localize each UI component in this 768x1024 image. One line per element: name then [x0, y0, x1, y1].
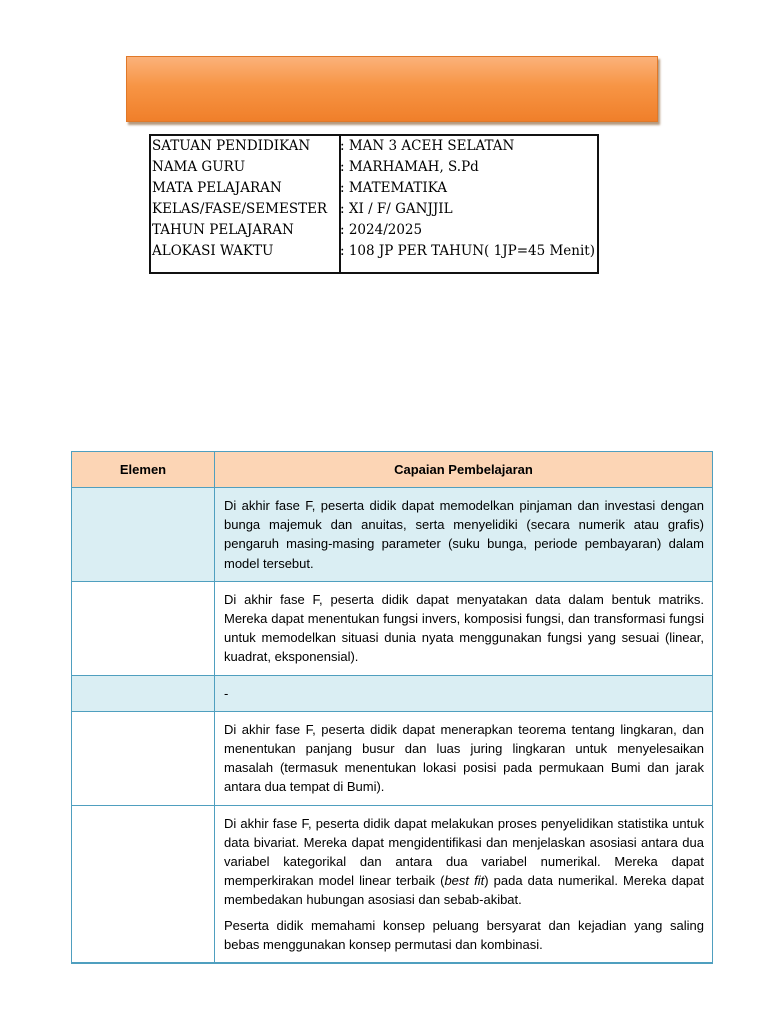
- elemen-cell: [72, 675, 215, 711]
- identity-label: TAHUN PELAJARAN: [152, 222, 294, 238]
- capaian-text: [224, 814, 704, 910]
- identity-label: NAMA GURU: [152, 159, 246, 175]
- table-row: [72, 711, 713, 805]
- table-row: [72, 488, 713, 582]
- capaian-text: Di akhir fase F, peserta didik dapat menyatakan data dalam bentuk matriks. Mereka dapat menentukan fungsi invers, komposisi fungsi, dan transformasi fungsi untuk memodelkan situasi dunia nyata menggunakan fungsi yang sesuai (linear, kuadrat, eksponensial).: [224, 591, 704, 665]
- capaian-table: [71, 451, 713, 964]
- capaian-cell: [215, 675, 713, 711]
- capaian-cell: [215, 488, 713, 582]
- capaian-text-part: ) pada data numerikal. Mereka dapat membedakan hubungan asosiasi dan sebab-akibat.: [224, 873, 704, 908]
- capaian-text-part: Di akhir fase F, peserta didik dapat melakukan proses penyelidikan statistika untuk data bivariat. Mereka dapat mengidentifikasi dan menjelaskan asosiasi antara dua variabel kategorikal dan antara dua variabel numerikal. Mereka dapat memperkirakan model linear terbaik (: [224, 815, 704, 889]
- identity-label: ALOKASI WAKTU: [152, 243, 274, 259]
- identity-label: KELAS/FASE/SEMESTER: [152, 201, 328, 217]
- identity-label: SATUAN PENDIDIKAN: [152, 138, 311, 154]
- header-banner: [126, 56, 658, 122]
- identity-value: : XI / F/ GANJJIL: [340, 201, 453, 217]
- capaian-text: Peserta didik memahami konsep peluang bersyarat dan kejadian yang saling bebas menggunakan konsep permutasi dan kombinasi.: [224, 917, 704, 952]
- table-row: [72, 581, 713, 675]
- elemen-cell: [72, 711, 215, 805]
- identity-value: : MAN 3 ACEH SELATAN: [340, 138, 515, 154]
- table-row: [72, 675, 713, 711]
- capaian-text: Di akhir fase F, peserta didik dapat memodelkan pinjaman dan investasi dengan bunga majemuk dan anuitas, serta menyelidiki (secara numerik atau grafis) pengaruh masing-masing parameter (suku bunga, periode pembayaran) dalam model tersebut.: [224, 498, 704, 571]
- capaian-text: Di akhir fase F, peserta didik dapat menerapkan teorema tentang lingkaran, dan menentukan panjang busur dan luas juring lingkaran untuk menyelesaikan masalah (termasuk menentukan lokasi posisi pada permukaan Bumi dan jarak antara dua tempat di Bumi).: [224, 721, 704, 795]
- capaian-cell: [215, 805, 713, 963]
- elemen-cell: [72, 488, 215, 582]
- capaian-cell: [215, 711, 713, 805]
- header-elemen: Elemen: [72, 452, 215, 488]
- elemen-cell: [72, 805, 215, 963]
- table-header-row: [72, 452, 713, 488]
- identity-value: : 2024/2025: [340, 222, 423, 238]
- elemen-cell: [72, 581, 215, 675]
- capaian-text: -: [224, 685, 229, 701]
- identity-value: : MARHAMAH, S.Pd: [340, 159, 479, 175]
- identity-value: : 108 JP PER TAHUN( 1JP=45 Menit): [340, 243, 595, 259]
- capaian-text-emphasis: best fit: [444, 873, 485, 889]
- table-row: [72, 805, 713, 963]
- capaian-cell: [215, 581, 713, 675]
- identity-label: MATA PELAJARAN: [152, 180, 282, 196]
- header-capaian: Capaian Pembelajaran: [215, 452, 713, 488]
- identity-value: : MATEMATIKA: [340, 180, 447, 196]
